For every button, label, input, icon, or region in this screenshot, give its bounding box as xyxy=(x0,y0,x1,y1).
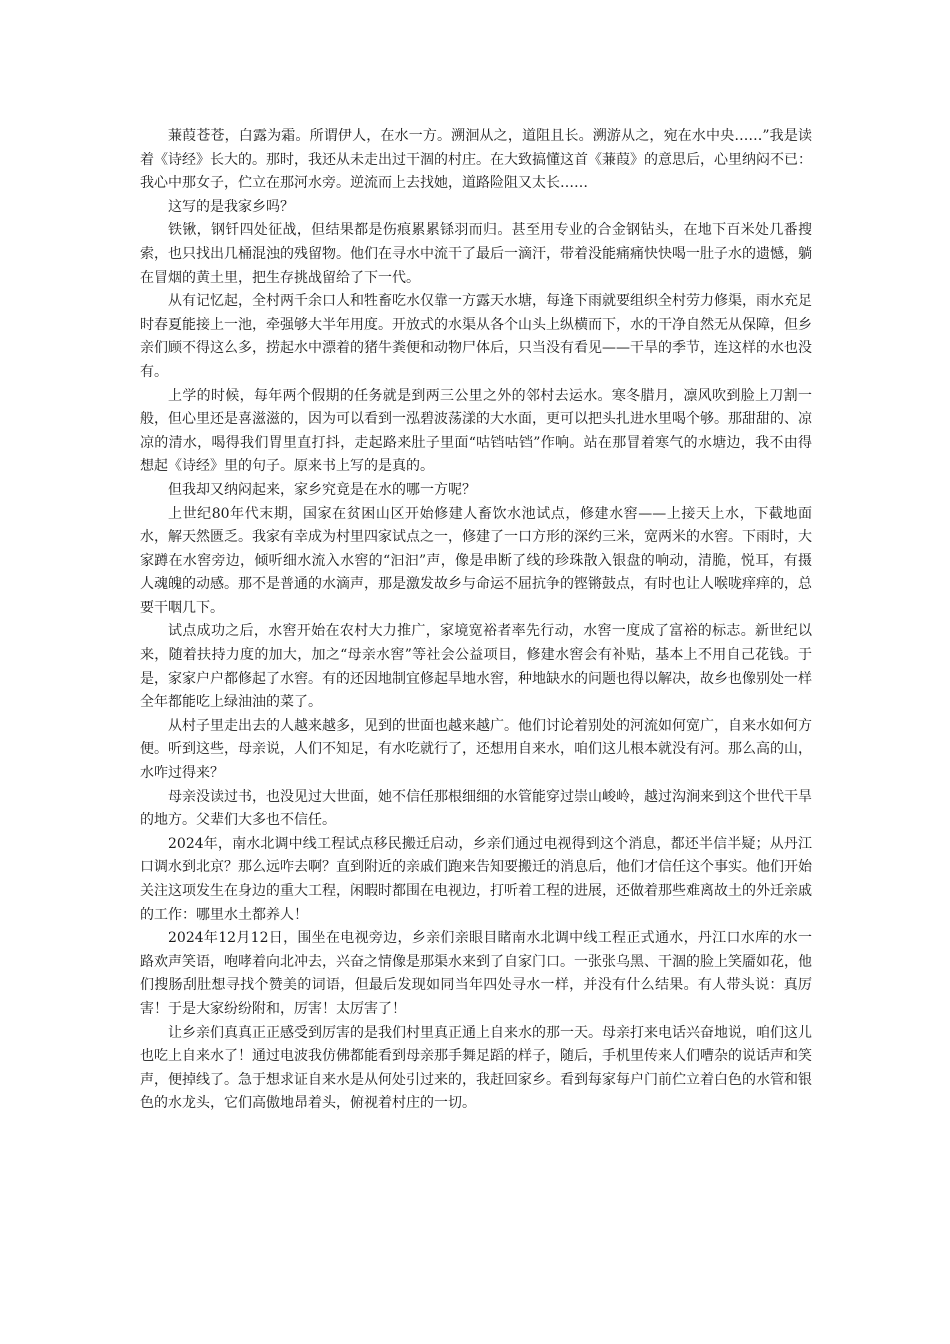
paragraph: 2024年12月12日，围坐在电视旁边，乡亲们亲眼目睹南水北调中线工程正式通水，丹江口水库的水一路欢声笑语，咆哮着向北冲去，兴奋之情像是那渠水来到了自家门口。一张张乌黑、干涸的脸上笑靥如花，他们搜肠刮肚想寻找个赞美的词语，但最后发现如同当年四处寻水一样，并没有什么结果。有人带头说：真厉害！于是大家纷纷附和，厉害！太厉害了！ xyxy=(140,930,812,1017)
paragraph: 试点成功之后，水窖开始在农村大力推广，家境宽裕者率先行动，水窖一度成了富裕的标志。新世纪以来，随着扶持力度的加大，加之“母亲水窖”等社会公益项目，修建水窖会有补贴，基本上不用自己花钱。于是，家家户户都修起了水窖。有的还因地制宜修起旱地水窖，种地缺水的问题也得以解决，故乡也像别处一样全年都能吃上绿油油的菜了。 xyxy=(140,623,812,711)
paragraph: 上世纪80年代末期，国家在贫困山区开始修建人畜饮水池试点，修建水窖——上接天上水，下截地面水，解天然匮乏。我家有幸成为村里四家试点之一，修建了一口方形的深约三米，宽两米的水窖。下雨时，大家蹲在水窖旁边，倾听细水流入水窖的“汩汩”声，像是串断了线的珍珠散入银盘的响动，清脆，悦耳，有摄人魂魄的动感。那不是普通的水滴声，那是激发故乡与命运不屈抗争的铿锵鼓点，有时也让人喉咙痒痒的，总要干咽几下。 xyxy=(140,505,812,616)
paragraph: 铁锹，钢钎四处征战，但结果都是伤痕累累铩羽而归。甚至用专业的合金钢钻头，在地下百米处几番搜索，也只找出几桶混浊的残留物。他们在寻水中流干了最后一滴汗，带着没能痛痛快快喝一肚子水的遗憾，躺在冒烟的黄土里，把生存挑战留给了下一代。 xyxy=(140,222,812,286)
article-body xyxy=(140,125,812,1116)
paragraph: 母亲没读过书，也没见过大世面，她不信任那根细细的水管能穿过崇山峻岭，越过沟涧来到这个世代干旱的地方。父辈们大多也不信任。 xyxy=(140,788,812,829)
paragraph: 上学的时候，每年两个假期的任务就是到两三公里之外的邻村去运水。寒冬腊月，凛风吹到脸上刀割一般，但心里还是喜滋滋的，因为可以看到一泓碧波荡漾的大水面，更可以把头扎进水里喝个够。那甜甜的、凉凉的清水，喝得我们胃里直打抖，走起路来肚子里面“咕铛咕铛”作响。站在那冒着寒气的水塘边，我不由得想起《诗经》里的句子。原来书上写的是真的。 xyxy=(140,387,812,475)
paragraph: 这写的是我家乡吗？ xyxy=(168,198,294,215)
paragraph: 让乡亲们真真正正感受到厉害的是我们村里真正通上自来水的那一天。母亲打来电话兴奋地说，咱们这儿也吃上自来水了！通过电波我仿佛都能看到母亲那手舞足蹈的样子，随后，手机里传来人们嘈杂的说话声和笑声，便掉线了。急于想求证自来水是从何处引过来的，我赶回家乡。看到每家每户门前伫立着白色的水管和银色的水龙头，它们高傲地昂着头，俯视着村庄的一切。 xyxy=(140,1024,812,1112)
paragraph: 2024年，南水北调中线工程试点移民搬迁启动，乡亲们通过电视得到这个消息，都还半信半疑；从丹江口调水到北京？那么远咋去啊？直到附近的亲戚们跑来告知要搬迁的消息后，他们才信任这个事实。他们开始关注这项发生在身边的重大工程，闲暇时都围在电视边，打听着工程的进展，还做着那些难离故土的外迁亲戚的工作：哪里水土都养人！ xyxy=(140,835,812,923)
paragraph: 但我却又纳闷起来，家乡究竟是在水的哪一方呢？ xyxy=(168,481,476,498)
paragraph: 从有记忆起，全村两千余口人和牲畜吃水仅靠一方露天水塘，每逢下雨就要组织全村劳力修渠，雨水充足时春夏能接上一池，牵强够大半年用度。开放式的水渠从各个山头上纵横而下，水的干净自然无从保障，但乡亲们顾不得这么多，捞起水中漂着的猪牛粪便和动物尸体后，只当没有看见——干旱的季节，连这样的水也没有。 xyxy=(140,293,812,380)
paragraph: 蒹葭苍苍，白露为霜。所谓伊人，在水一方。溯洄从之，道阻且长。溯游从之，宛在水中央……”我是读着《诗经》长大的。那时，我还从未走出过干涸的村庄。在大致搞懂这首《蒹葭》的意思后，心里纳闷不已：我心中那女子，伫立在那河水旁。逆流而上去找她，道路险阻又太长…… xyxy=(140,128,812,192)
paragraph: 从村子里走出去的人越来越多，见到的世面也越来越广。他们讨论着别处的河流如何宽广，自来水如何方便。听到这些，母亲说，人们不知足，有水吃就行了，还想用自来水，咱们这儿根本就没有河。那么高的山，水咋过得来？ xyxy=(140,717,812,782)
